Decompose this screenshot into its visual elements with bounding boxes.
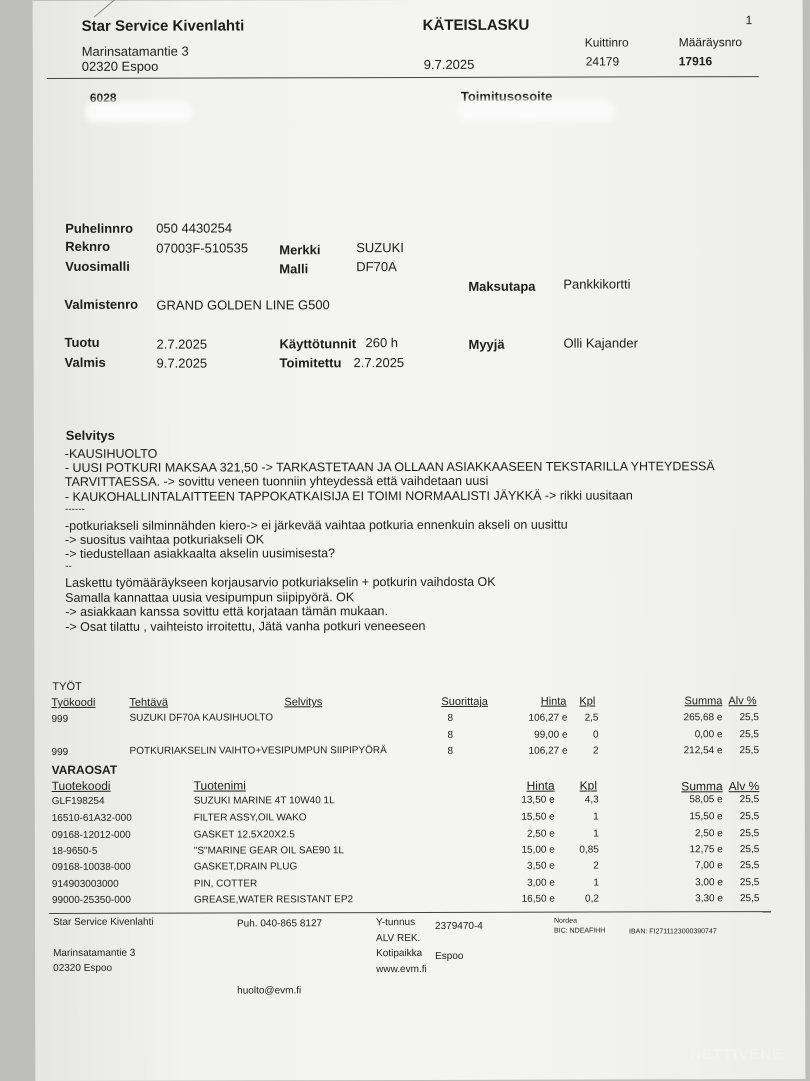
part-code: 914903003000 <box>51 878 119 890</box>
part-vat: 25,5 <box>739 860 760 872</box>
explanation-line: -> tiedustellaan asiakkaalta akselin uusimisesta? <box>65 546 336 561</box>
parts-header-vat: Alv % <box>728 779 760 794</box>
brand-value: SUZUKI <box>356 240 404 256</box>
work-title: TYÖT <box>52 680 82 693</box>
footer-address1: Marinsatamantie 3 <box>53 947 136 959</box>
footer-divider <box>49 911 771 914</box>
parts-title: VARAOSAT <box>51 762 118 777</box>
pen-mark <box>94 0 118 17</box>
work-vat: 25,5 <box>739 712 759 724</box>
part-price: 3,50 e <box>527 860 555 872</box>
explanation-line: -KAUSIHUOLTO <box>64 446 158 461</box>
hours-value: 260 h <box>365 335 399 351</box>
part-vat: 25,5 <box>739 811 760 823</box>
in-date: 2.7.2025 <box>156 336 208 352</box>
seller-label: Myyjä <box>468 336 505 352</box>
phone-value: 050 4430254 <box>156 220 233 236</box>
part-price: 13,50 e <box>521 794 555 806</box>
part-code: 09168-12012-000 <box>51 829 131 841</box>
part-code: GLF198254 <box>51 795 105 807</box>
footer-phone: Puh. 040-865 8127 <box>236 918 323 930</box>
parts-header-code: Tuotekoodi <box>51 778 111 793</box>
part-qty: 0,2 <box>585 893 599 905</box>
work-qty: 0 <box>592 729 599 741</box>
receipt-label: Kuittinro <box>584 35 629 50</box>
footer-company: Star Service Kivenlahti <box>52 916 154 928</box>
part-sum: 3,00 e <box>695 877 723 889</box>
part-name: GASKET 12.5X20X2.5 <box>193 829 295 841</box>
order-label: Määräysnro <box>678 35 743 50</box>
work-header-price: Hinta <box>540 695 567 708</box>
part-price: 3,00 e <box>527 877 555 889</box>
work-sum: 265,68 e <box>683 712 723 724</box>
company-name: Star Service Kivenlahti <box>81 17 245 35</box>
work-price: 106,27 e <box>528 745 568 757</box>
part-qty: 2 <box>593 860 599 872</box>
footer-web: www.evm.fi <box>376 963 427 976</box>
header-divider <box>47 76 759 79</box>
reg-value: 07003F-510535 <box>156 240 249 256</box>
company-address1: Marinsatamantie 3 <box>81 43 189 59</box>
work-vat: 25,5 <box>739 745 760 757</box>
work-header-desc: Selvitys <box>284 696 323 709</box>
part-qty: 4,3 <box>584 794 599 806</box>
part-code: 99000-25350-000 <box>51 894 131 906</box>
work-price: 106,27 e <box>528 712 568 724</box>
explanation-line: -> Osat tilattu , vaihteisto irroitettu, Jätä vanha potkuri veneeseen <box>65 618 426 634</box>
explanation-line: Samalla kannattaa uusia vesipumpun siipipyörä. OK <box>65 590 355 605</box>
receipt-number: 24179 <box>585 54 620 69</box>
part-name: FILTER ASSY,OIL WAKO <box>193 812 307 824</box>
work-code: 999 <box>51 746 69 758</box>
work-price: 99,00 e <box>534 729 568 741</box>
delivered-date: 2.7.2025 <box>353 355 405 371</box>
watermark-rest: VENE <box>738 1046 784 1063</box>
delivery-address-label: Toimitusosoite <box>460 88 553 104</box>
footer-bank: Nordea <box>553 917 577 925</box>
page-number: 1 <box>745 13 753 28</box>
parts-header-qty: Kpl <box>579 778 598 793</box>
part-code: 18-9650-5 <box>51 845 98 857</box>
work-vat: 25,5 <box>739 729 759 741</box>
parts-header-price: Hinta <box>526 778 555 793</box>
part-qty: 1 <box>593 828 599 840</box>
footer-bic: BIC: NDEAFIHH <box>554 927 606 935</box>
part-qty: 0,85 <box>579 844 599 856</box>
parts-header-sum: Summa <box>681 779 723 794</box>
watermark-bold: NETTI <box>690 1046 739 1063</box>
part-sum: 15,50 e <box>689 811 723 823</box>
part-sum: 7,00 e <box>695 860 723 872</box>
explanation-line: - UUSI POTKURI MAKSAA 321,50 -> TARKASTETAAN JA OLLAAN ASIAKKAASEEN TEKSTARILLA YHTEYDESSÄ <box>64 459 715 475</box>
part-price: 2,50 e <box>526 828 555 840</box>
work-header-sum: Summa <box>684 695 723 708</box>
work-header-qty: Kpl <box>579 695 596 708</box>
work-sum: 0,00 e <box>694 729 723 741</box>
footer-domicile-label: Kotipaikka <box>376 947 423 960</box>
part-name: GASKET,DRAIN PLUG <box>193 861 298 873</box>
part-vat: 25,5 <box>739 877 760 889</box>
work-worker: 8 <box>447 729 454 741</box>
delivered-label: Toimitettu <box>279 355 342 371</box>
model-label: Malli <box>279 261 309 277</box>
part-vat: 25,5 <box>739 828 760 840</box>
invoice-date: 9.7.2025 <box>423 56 475 72</box>
work-header-vat: Alv % <box>728 695 757 708</box>
part-qty: 1 <box>593 877 599 889</box>
done-date: 9.7.2025 <box>156 355 208 371</box>
part-qty: 1 <box>593 811 599 823</box>
phone-label: Puhelinnro <box>65 220 134 236</box>
maker-label: Valmistenro <box>64 296 139 312</box>
brand-label: Merkki <box>279 242 321 258</box>
explanation-line: ------ <box>64 503 85 515</box>
footer-business-id: 2379470-4 <box>434 920 483 932</box>
part-vat: 25,5 <box>739 794 760 806</box>
maker-value: GRAND GOLDEN LINE G500 <box>156 297 330 313</box>
part-name: "S"MARINE GEAR OIL SAE90 1L <box>193 845 344 857</box>
part-price: 15,00 e <box>521 844 555 856</box>
work-header-task: Tehtävä <box>129 696 168 709</box>
explanation-line: TARVITTAESSA. -> sovittu veneen tuonniin yhteydessä että vaihdetaan uusi <box>64 473 489 489</box>
work-task: POTKURIAKSELIN VAIHTO+VESIPUMPUN SIIPIPYÖRÄ <box>129 745 387 757</box>
explanation-line: Laskettu työmääräykseen korjausarvio potkuriakselin + potkurin vaihdosta OK <box>65 574 496 590</box>
part-vat: 25,5 <box>739 844 760 856</box>
footer-email: huolto@evm.fi <box>237 985 302 997</box>
in-label: Tuotu <box>64 334 100 350</box>
work-qty: 2,5 <box>584 712 599 724</box>
work-worker: 8 <box>447 712 454 724</box>
part-name: SUZUKI MARINE 4T 10W40 1L <box>193 795 335 807</box>
footer-vat-reg: ALV REK. <box>376 932 421 945</box>
parts-header-name: Tuotenimi <box>193 778 246 793</box>
part-price: 15,50 e <box>521 811 555 823</box>
work-header-code: Työkoodi <box>51 696 96 709</box>
explanation-line: -> suositus vaihtaa potkuriakseli OK <box>64 532 265 547</box>
footer-business-id-label: Y-tunnus <box>375 917 416 929</box>
work-worker: 8 <box>447 745 454 757</box>
footer-address2: 02320 Espoo <box>53 962 113 974</box>
seller-value: Olli Kajander <box>563 335 638 351</box>
redacted-customer-name <box>89 105 189 119</box>
payment-label: Maksutapa <box>468 278 536 294</box>
invoice-sheet <box>33 0 806 1081</box>
part-code: 09168-10038-000 <box>51 861 131 873</box>
part-name: GREASE,WATER RESISTANT EP2 <box>193 894 354 906</box>
company-address2: 02320 Espoo <box>81 58 159 74</box>
hours-label: Käyttötunnit <box>279 336 357 352</box>
reg-label: Reknro <box>65 238 111 254</box>
footer-iban: IBAN: FI2711123000390747 <box>629 928 717 936</box>
done-label: Valmis <box>64 354 106 370</box>
footer-domicile: Espoo <box>435 950 464 962</box>
year-label: Vuosimalli <box>65 258 130 274</box>
watermark <box>690 1046 783 1063</box>
part-name: PIN, COTTER <box>193 878 258 890</box>
explanation-line: - KAUKOHALLINTALAITTEEN TAPPOKATKAISIJA EI TOIMI NORMAALISTI JÄYKKÄ -> rikki uusitaan <box>64 488 633 504</box>
work-header-worker: Suorittaja <box>441 695 488 708</box>
part-sum: 12,75 e <box>689 844 723 856</box>
order-number: 17916 <box>678 54 713 69</box>
work-code: 999 <box>51 713 69 725</box>
explanation-title: Selvitys <box>65 427 115 443</box>
explanation-line: -> asiakkaan kanssa sovittu että korjataan tämän mukaan. <box>65 604 388 619</box>
redacted-delivery-address <box>461 103 611 117</box>
work-task: SUZUKI DF70A KAUSIHUOLTO <box>129 712 274 724</box>
part-price: 16,50 e <box>521 893 555 905</box>
customer-id: 6028 <box>89 90 117 105</box>
payment-value: Pankkikortti <box>563 276 631 292</box>
explanation-line: -- <box>65 560 72 572</box>
model-value: DF70A <box>356 259 397 275</box>
work-qty: 2 <box>592 745 599 757</box>
part-sum: 2,50 e <box>694 828 723 840</box>
explanation-line: -potkuriakseli silminnähden kiero-> ei järkevää vaihtaa potkuria ennenkuin akseli on uusittu <box>64 517 568 533</box>
work-sum: 212,54 e <box>683 745 723 757</box>
part-sum: 58,05 e <box>689 794 723 806</box>
doc-type: KÄTEISLASKU <box>422 16 530 34</box>
part-vat: 25,5 <box>739 893 760 905</box>
part-code: 16510-61A32-000 <box>51 812 132 824</box>
part-sum: 3,30 e <box>695 893 723 905</box>
